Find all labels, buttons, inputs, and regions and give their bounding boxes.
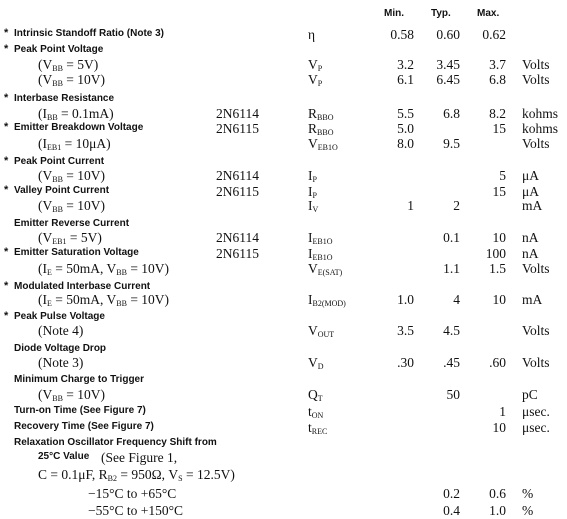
unit: Volts [522,72,550,87]
spec-row [0,72,567,86]
spec-row [0,155,567,169]
parameter-symbol: $R_{BBO}$ [308,106,334,122]
unit: kohms [522,121,559,136]
test-condition: −15°C to +65°C [88,486,177,501]
max-value: 1.5 [489,261,506,276]
spec-row [0,92,567,106]
spec-row [0,57,567,71]
parameter-symbol: $V_{E(SAT)}$ [308,261,343,277]
max-value: 3.7 [489,57,506,72]
test-condition: $(V_{BB} = 10V)$ [38,72,106,88]
test-condition: −55°C to +150°C [88,503,184,518]
parameter-symbol: $V_P$ [308,57,323,73]
parameter-symbol: η [308,27,316,42]
spec-row [0,310,567,324]
parameter-symbol: $t_{ON}$ [308,404,324,420]
spec-row [0,404,567,418]
unit: mA [522,198,543,213]
spec-row [0,184,567,198]
parameter-symbol: $I_P$ [308,184,317,200]
test-condition: $(V_{EB1} = 5V)$ [38,230,102,246]
parameter-label: Recovery Time (See Figure 7) [14,421,154,432]
spec-row [0,486,567,500]
spec-row [0,503,567,517]
spec-row [0,27,567,41]
spec-row [0,261,567,275]
test-condition: $(V_{BB} = 10V)$ [38,198,106,214]
parameter-symbol: $Q_T$ [308,387,323,403]
test-condition: $(I_{BB} = 0.1mA)$ [38,106,114,122]
required-marker: * [4,43,9,55]
device-number: 2N6114 [216,168,259,183]
spec-row [0,217,567,231]
header-min: Min. [384,8,404,19]
parameter-symbol: $V_{EB1O}$ [308,136,338,152]
max-value: 1.0 [489,503,506,518]
required-marker: * [4,310,9,322]
test-condition: C = 0.1μF, $R_{B2} = 950\Omega$, $V_S = 12.5V$) [38,467,235,483]
spec-row [0,292,567,306]
parameter-symbol: $R_{BBO}$ [308,121,334,137]
required-marker: * [4,280,9,292]
max-value: 10 [492,420,506,435]
min-value: 0.58 [390,27,414,42]
spec-row [0,373,567,387]
unit: Volts [522,136,550,151]
parameter-symbol: $I_{EB1O}$ [308,246,333,262]
parameter-label: Peak Point Current [14,156,105,167]
required-marker: * [4,92,9,104]
test-condition: ($I_E = 50mA$, $V_{BB} = 10V$) [38,292,170,308]
max-value: 6.8 [489,72,506,87]
test-condition: $(V_{BB} = 5V)$ [38,57,99,73]
spec-row [0,450,567,464]
min-value: 1.0 [397,292,414,307]
test-condition: (Note 3) [38,355,84,370]
unit: μsec. [522,404,550,419]
spec-row [0,43,567,57]
min-value: 3.2 [397,57,414,72]
spec-row [0,168,567,182]
max-value: 1 [499,404,506,419]
parameter-label: Turn-on Time (See Figure 7) [14,405,146,416]
max-value: 0.62 [482,27,506,42]
spec-row [0,230,567,244]
typ-value: 0.4 [443,503,460,518]
max-value: 100 [485,246,506,261]
max-value: .60 [489,355,506,370]
required-marker: * [4,246,9,258]
required-marker: * [4,121,9,133]
typ-value: 1.1 [443,261,460,276]
min-value: 5.0 [397,121,414,136]
parameter-symbol: $V_D$ [308,355,324,371]
typ-value: 2 [453,198,460,213]
parameter-label: 25°C Value [38,451,90,462]
typ-value: 0.60 [436,27,460,42]
parameter-symbol: $I_{B2(MOD)}$ [308,292,346,308]
parameter-label: Peak Pulse Voltage [14,311,105,322]
unit: μsec. [522,420,550,435]
spec-row [0,436,567,450]
parameter-label: Relaxation Oscillator Frequency Shift from [14,437,217,448]
parameter-label: Intrinsic Standoff Ratio (Note 3) [14,28,164,39]
max-value: 10 [492,292,506,307]
max-value: 8.2 [489,106,506,121]
spec-row [0,121,567,135]
typ-value: 6.45 [436,72,460,87]
device-number: 2N6114 [216,230,259,245]
unit: nA [522,230,539,245]
required-marker: * [4,155,9,167]
unit: pC [522,387,538,402]
min-value: 8.0 [397,136,414,151]
parameter-symbol: $V_{OUT}$ [308,323,335,339]
spec-row [0,136,567,150]
parameter-label: Diode Voltage Drop [14,343,107,354]
parameter-label: Modulated Interbase Current [14,281,151,292]
spec-row [0,342,567,356]
typ-value: 50 [446,387,460,402]
device-number: 2N6115 [216,246,259,261]
parameter-symbol: $t_{REC}$ [308,420,328,436]
header-max: Max. [477,8,500,19]
typ-value: 9.5 [443,136,460,151]
unit: Volts [522,323,550,338]
max-value: 10 [492,230,506,245]
typ-value: 4.5 [443,323,460,338]
test-condition: (See Figure 1, [101,450,178,465]
typ-value: 0.1 [443,230,460,245]
spec-row [0,420,567,434]
parameter-symbol: $I_V$ [308,198,319,214]
typ-value: 0.2 [443,486,460,501]
unit: kohms [522,106,559,121]
unit: mA [522,292,543,307]
min-value: 3.5 [397,323,414,338]
spec-row [0,387,567,401]
parameter-label: Peak Point Voltage [14,44,104,55]
test-condition: $(V_{BB} = 10V)$ [38,168,106,184]
spec-row [0,355,567,369]
max-value: 15 [492,121,506,136]
typ-value: 6.8 [443,106,460,121]
unit: μA [522,168,539,183]
max-value: 5 [499,168,506,183]
min-value: 6.1 [397,72,414,87]
max-value: 0.6 [489,486,506,501]
device-number: 2N6115 [216,184,259,199]
typ-value: 4 [453,292,460,307]
unit: Volts [522,57,550,72]
unit: μA [522,184,539,199]
unit: Volts [522,261,550,276]
parameter-label: Emitter Saturation Voltage [14,247,139,258]
parameter-symbol: $I_P$ [308,168,317,184]
parameter-label: Emitter Breakdown Voltage [14,122,144,133]
header-typ: Typ. [431,8,451,19]
unit: % [522,486,534,501]
device-number: 2N6114 [216,106,259,121]
parameter-label: Emitter Reverse Current [14,218,130,229]
spec-row [0,106,567,120]
required-marker: * [4,184,9,196]
max-value: 15 [492,184,506,199]
unit: nA [522,246,539,261]
parameter-label: Interbase Resistance [14,93,115,104]
spec-row [0,467,567,481]
spec-row [0,198,567,212]
min-value: 5.5 [397,106,414,121]
spec-row [0,246,567,260]
min-value: 1 [407,198,414,213]
parameter-label: Minimum Charge to Trigger [14,374,145,385]
min-value: .30 [397,355,414,370]
parameter-label: Valley Point Current [14,185,110,196]
device-number: 2N6115 [216,121,259,136]
unit: % [522,503,534,518]
typ-value: 3.45 [436,57,460,72]
required-marker: * [4,27,9,39]
spec-row [0,323,567,337]
typ-value: .45 [443,355,460,370]
unit: Volts [522,355,550,370]
parameter-symbol: $V_P$ [308,72,323,88]
test-condition: (Note 4) [38,323,84,338]
test-condition: $(I_{EB1} = 10\mu A)$ [38,136,111,152]
test-condition: ($I_E = 50mA$, $V_{BB} = 10V$) [38,261,170,277]
test-condition: $(V_{BB} = 10V)$ [38,387,106,403]
parameter-symbol: $I_{EB1O}$ [308,230,333,246]
